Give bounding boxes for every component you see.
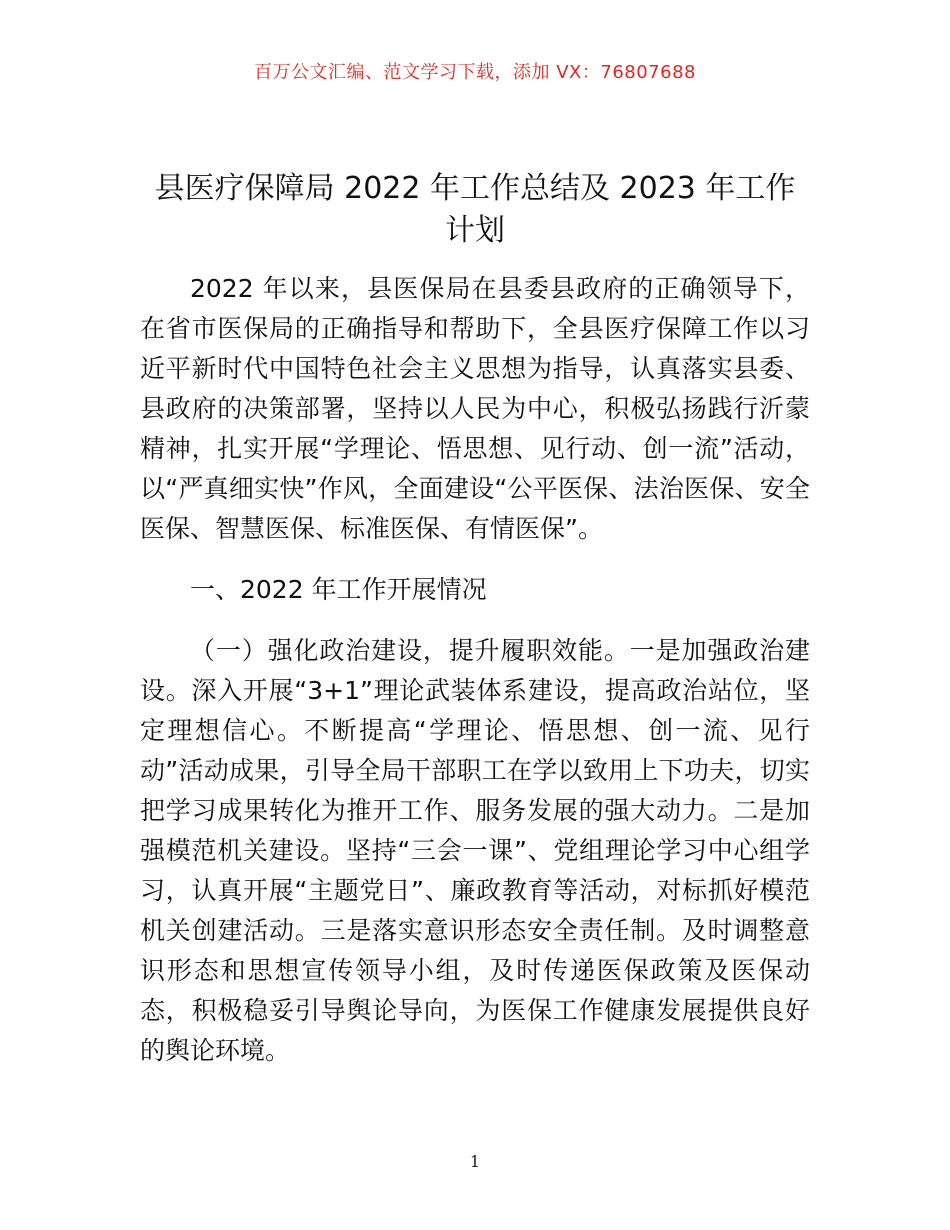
page-title: 县医疗保障局 2022 年工作总结及 2023 年工作计划 [154, 171, 796, 248]
document-body [140, 269, 810, 1092]
page-number: 1 [469, 1152, 481, 1171]
intro-paragraph: 2022 年以来，县医保局在县委县政府的正确领导下，在省市医保局的正确指导和帮助下，全县医疗保障工作以习近平新时代中国特色社会主义思想为指导，认真落实县委、县政府的决策部署，坚持以人民为中心，积极弘扬践行沂蒙精神，扎实开展“学理论、悟思想、见行动、创一流”活动，以“严真细实快”作风，全面建设“公平医保、法治医保、安全医保、智慧医保、标准医保、有情医保”。 [140, 274, 810, 543]
section-paragraph: （一）强化政治建设，提升履职效能。一是加强政治建设。深入开展“3+1”理论武装体系建设，提高政治站位，坚定理想信心。不断提高“学理论、悟思想、创一流、见行动”活动成果，引导全局干部职工在学以致用上下功夫，切实把学习成果转化为推开工作、服务发展的强大动力。二是加强模范机关建设。坚持“三会一课”、党组理论学习中心组学习，认真开展“主题党日”、廉政教育等活动，对标抓好模范机关创建活动。三是落实意识形态安全责任制。及时调整意识形态和思想宣传领导小组，及时传递医保政策及医保动态，积极稳妥引导舆论导向，为医保工作健康发展提供良好的舆论环境。 [140, 636, 810, 1065]
section-heading: 一、2022 年工作开展情况 [190, 575, 487, 604]
header-note: 百万公文汇编、范文学习下载，添加 VX：76807688 [254, 62, 696, 83]
